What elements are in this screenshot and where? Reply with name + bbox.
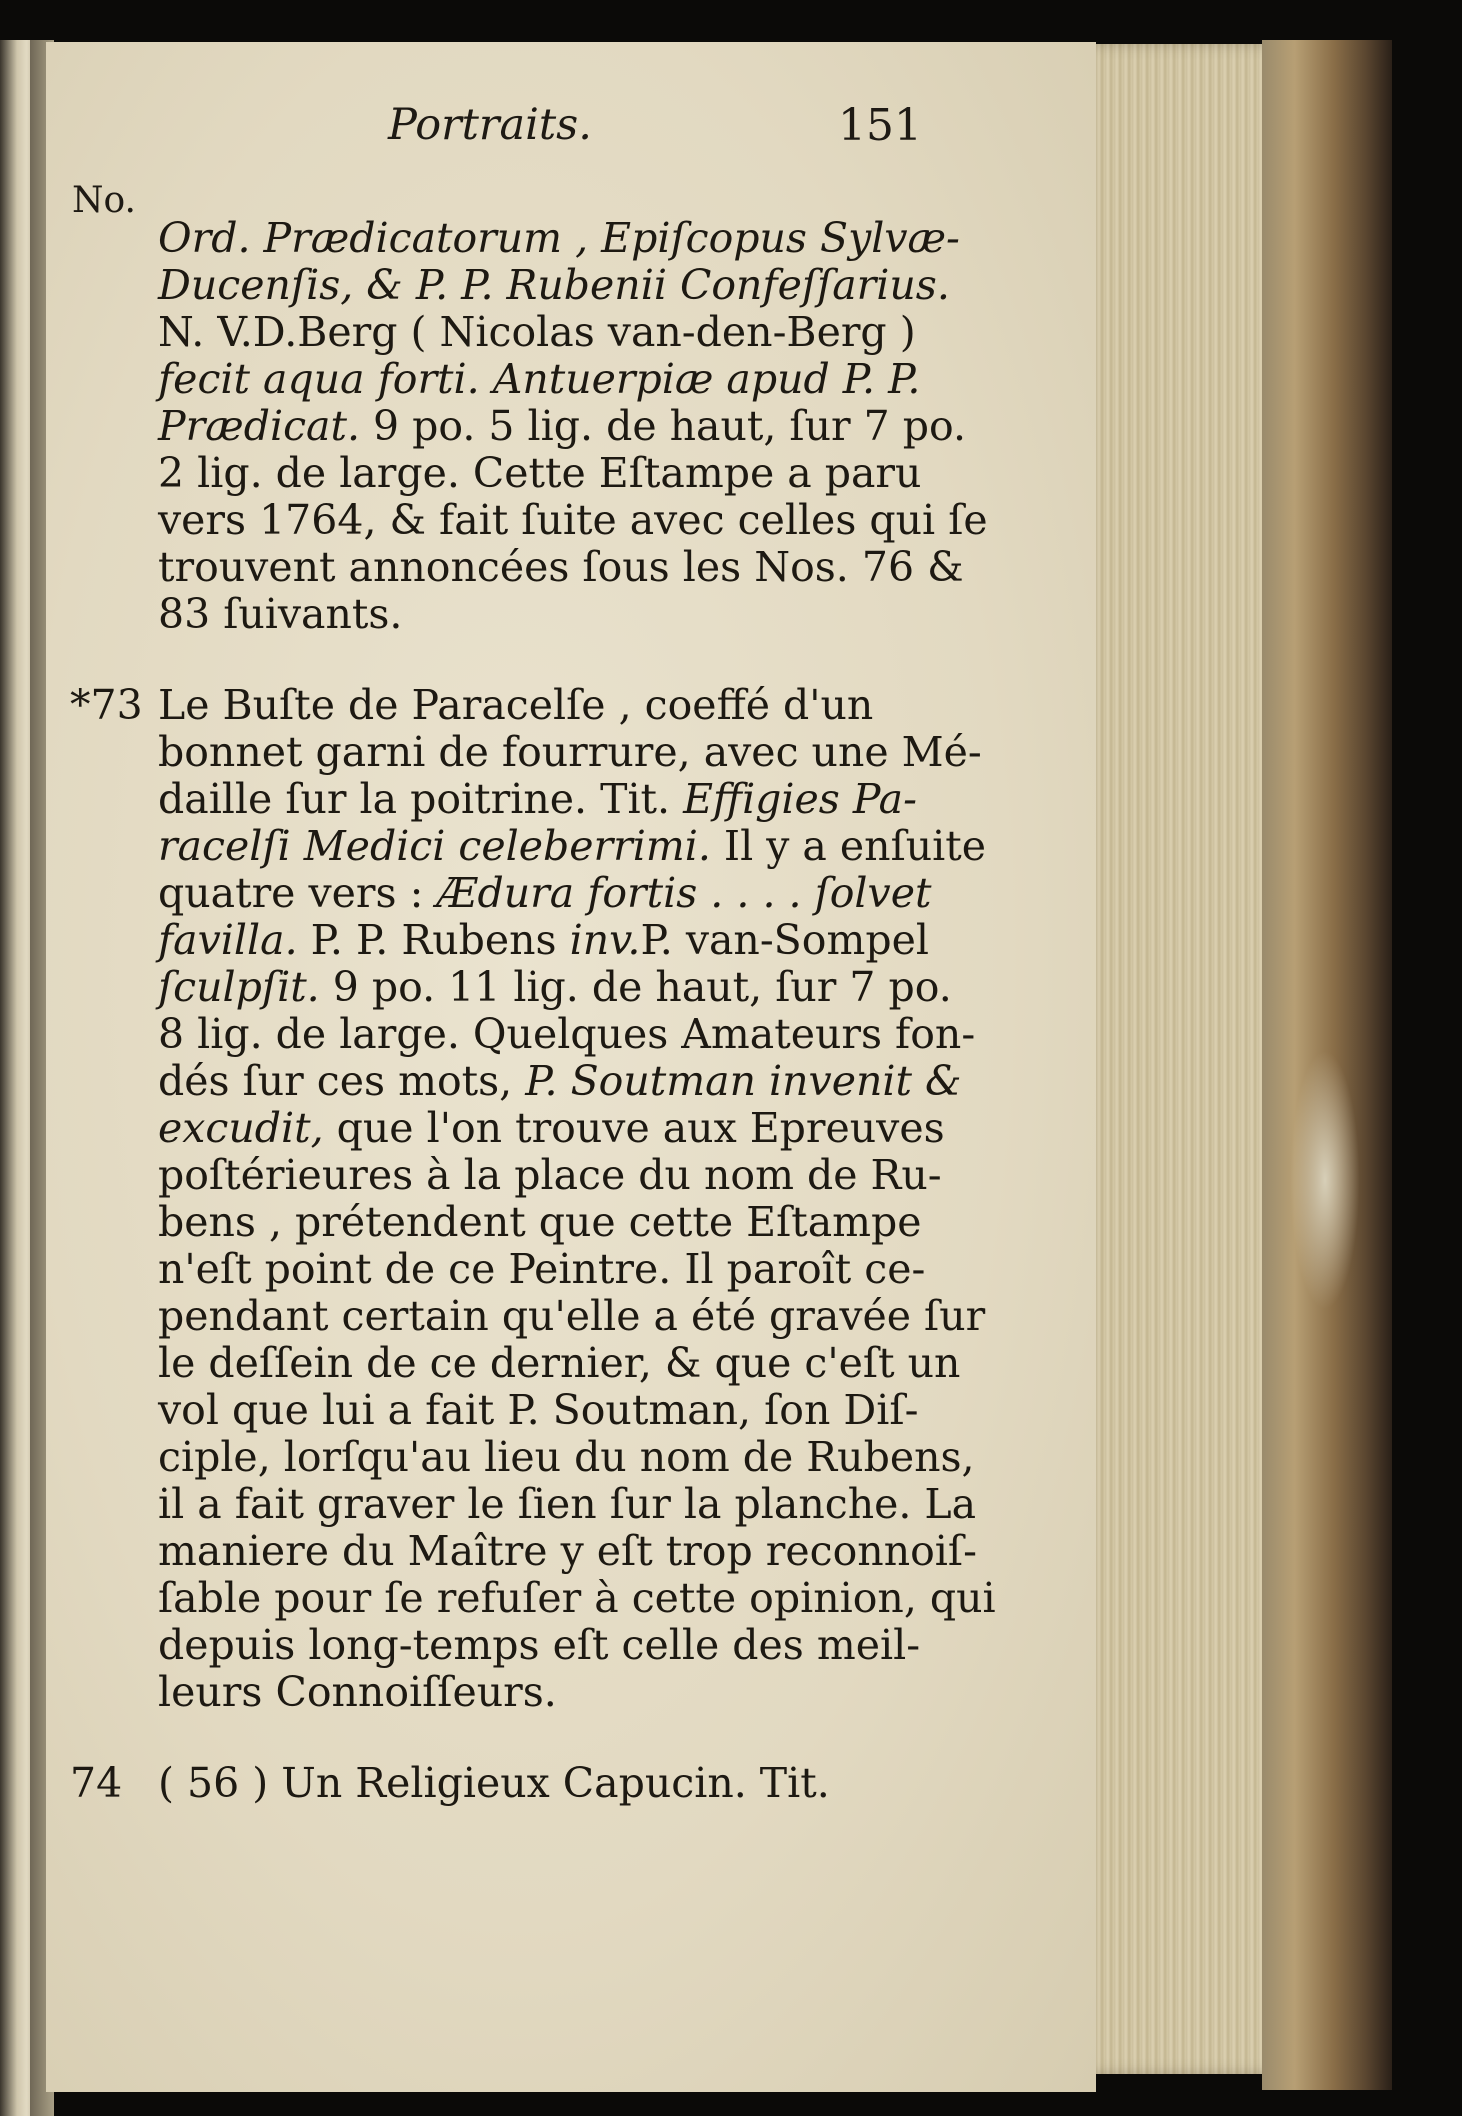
roman-text: poſtérieures à la place du nom de Ru- bbox=[158, 1151, 942, 1199]
text-line bbox=[70, 1669, 950, 1716]
entry-number: 74 bbox=[70, 1759, 123, 1807]
roman-text: dés ſur ces mots, bbox=[158, 1057, 526, 1105]
text-line bbox=[70, 1387, 950, 1434]
roman-text: depuis long-temps eſt celle des meil- bbox=[158, 1621, 921, 1669]
roman-text: daille ſur la poitrine. Tit. bbox=[158, 775, 684, 823]
roman-text: le deſſein de ce dernier, & que c'eſt un bbox=[158, 1339, 961, 1387]
roman-text: P. P. Rubens bbox=[297, 916, 570, 964]
page-header bbox=[0, 100, 1462, 180]
entry-gap bbox=[70, 638, 950, 682]
text-line bbox=[70, 496, 988, 544]
text-line bbox=[70, 1199, 950, 1246]
text-line bbox=[70, 356, 950, 403]
entry-gap bbox=[70, 1716, 950, 1760]
italic-text: excudit, bbox=[158, 1104, 324, 1152]
roman-text: 9 po. 5 lig. de haut, ſur 7 po. bbox=[360, 402, 966, 450]
page-number: 151 bbox=[838, 100, 922, 151]
text-line bbox=[70, 776, 950, 823]
text-line bbox=[70, 450, 950, 497]
italic-text: Effigies Pa- bbox=[683, 775, 917, 823]
roman-text: N. V.D.Berg ( Nicolas van-den-Berg ) bbox=[158, 308, 916, 356]
text-line bbox=[70, 1527, 977, 1575]
roman-text: pendant certain qu'elle a été gravée ſur bbox=[158, 1292, 986, 1340]
text-line bbox=[70, 1433, 975, 1481]
text-line bbox=[70, 1057, 962, 1105]
text-line bbox=[70, 1760, 950, 1807]
text-line bbox=[70, 543, 964, 591]
text-line bbox=[70, 822, 987, 870]
italic-text: Ædura fortis . . . . ſolvet bbox=[436, 869, 932, 917]
text-line bbox=[70, 682, 950, 729]
roman-text: ( 56 ) Un Religieux Capucin. Tit. bbox=[158, 1759, 830, 1807]
text-line bbox=[70, 870, 950, 917]
roman-text: Il y a enſuite bbox=[710, 822, 987, 870]
worn-cover-patch bbox=[1290, 1050, 1360, 1310]
roman-text: n'eſt point de ce Peintre. Il paroît ce- bbox=[158, 1245, 926, 1293]
catalog-entry bbox=[70, 681, 996, 1716]
roman-text: maniere du Maître y eſt trop reconnoiſ- bbox=[158, 1527, 977, 1575]
text-line bbox=[70, 214, 960, 262]
text-line bbox=[70, 728, 982, 776]
text-line bbox=[70, 1480, 977, 1528]
text-line bbox=[70, 964, 950, 1011]
roman-text: vers 1764, & fait ſuite avec celles qui ſe bbox=[158, 496, 988, 544]
catalog-entry bbox=[70, 1760, 950, 1807]
text-line bbox=[70, 1152, 950, 1199]
roman-text: Le Buſte de Paracelſe , coeffé d'un bbox=[158, 681, 874, 729]
roman-text: ſable pour ſe refuſer à cette opinion, qui bbox=[158, 1574, 996, 1622]
roman-text: ciple, lorſqu'au lieu du nom de Rubens, bbox=[158, 1433, 975, 1481]
text-line bbox=[70, 262, 950, 309]
roman-text: bens , prétendent que cette Eſtampe bbox=[158, 1198, 922, 1246]
text-line bbox=[70, 1574, 996, 1622]
text-line bbox=[70, 1622, 950, 1669]
roman-text: vol que lui a fait P. Soutman, ſon Diſ- bbox=[158, 1386, 919, 1434]
roman-text: 83 ſuivants. bbox=[158, 590, 403, 638]
text-line bbox=[70, 309, 950, 356]
text-line bbox=[70, 1339, 961, 1387]
text-line bbox=[70, 1292, 986, 1340]
text-line bbox=[70, 1105, 950, 1152]
page-fore-edge bbox=[1078, 44, 1290, 2074]
italic-text: P. Soutman invenit & bbox=[525, 1057, 962, 1105]
text-line bbox=[70, 1010, 976, 1058]
roman-text: quatre vers : bbox=[158, 869, 437, 917]
catalog-entry bbox=[70, 214, 988, 638]
italic-text: Prædicat. bbox=[158, 402, 360, 450]
text-line bbox=[70, 1246, 950, 1293]
text-line bbox=[70, 917, 950, 964]
italic-text: Ducenſis, & P. P. Rubenii Confeſſarius. bbox=[158, 261, 950, 309]
roman-text: il a fait graver le ſien ſur la planche. La bbox=[158, 1480, 977, 1528]
body-text bbox=[70, 214, 996, 1807]
italic-text: favilla. bbox=[158, 916, 298, 964]
roman-text: que l'on trouve aux Epreuves bbox=[323, 1104, 945, 1152]
text-line bbox=[70, 402, 966, 450]
roman-text: P. van-Sompel bbox=[640, 916, 929, 964]
running-head: Portraits. bbox=[388, 100, 592, 150]
italic-text: fecit aqua forti. Antuerpiæ apud P. P. bbox=[158, 355, 921, 403]
roman-text: bonnet garni de fourrure, avec une Mé- bbox=[158, 728, 982, 776]
italic-text: Ord. Prædicatorum , Epiſcopus Sylvæ- bbox=[158, 214, 960, 262]
roman-text: trouvent annoncées ſous les Nos. 76 & bbox=[158, 543, 964, 591]
entry-number: *73 bbox=[70, 681, 143, 729]
roman-text: 2 lig. de large. Cette Eſtampe a paru bbox=[158, 449, 922, 497]
italic-text: ſculpſit. bbox=[158, 963, 320, 1011]
margin-number-label: No. bbox=[72, 180, 136, 221]
roman-text: 9 po. 11 lig. de haut, ſur 7 po. bbox=[319, 963, 952, 1011]
italic-text: inv. bbox=[569, 916, 641, 964]
text-line bbox=[70, 591, 950, 638]
italic-text: racelſi Medici celeberrimi. bbox=[158, 822, 711, 870]
roman-text: leurs Connoiſſeurs. bbox=[158, 1668, 557, 1716]
roman-text: 8 lig. de large. Quelques Amateurs fon- bbox=[158, 1010, 976, 1058]
